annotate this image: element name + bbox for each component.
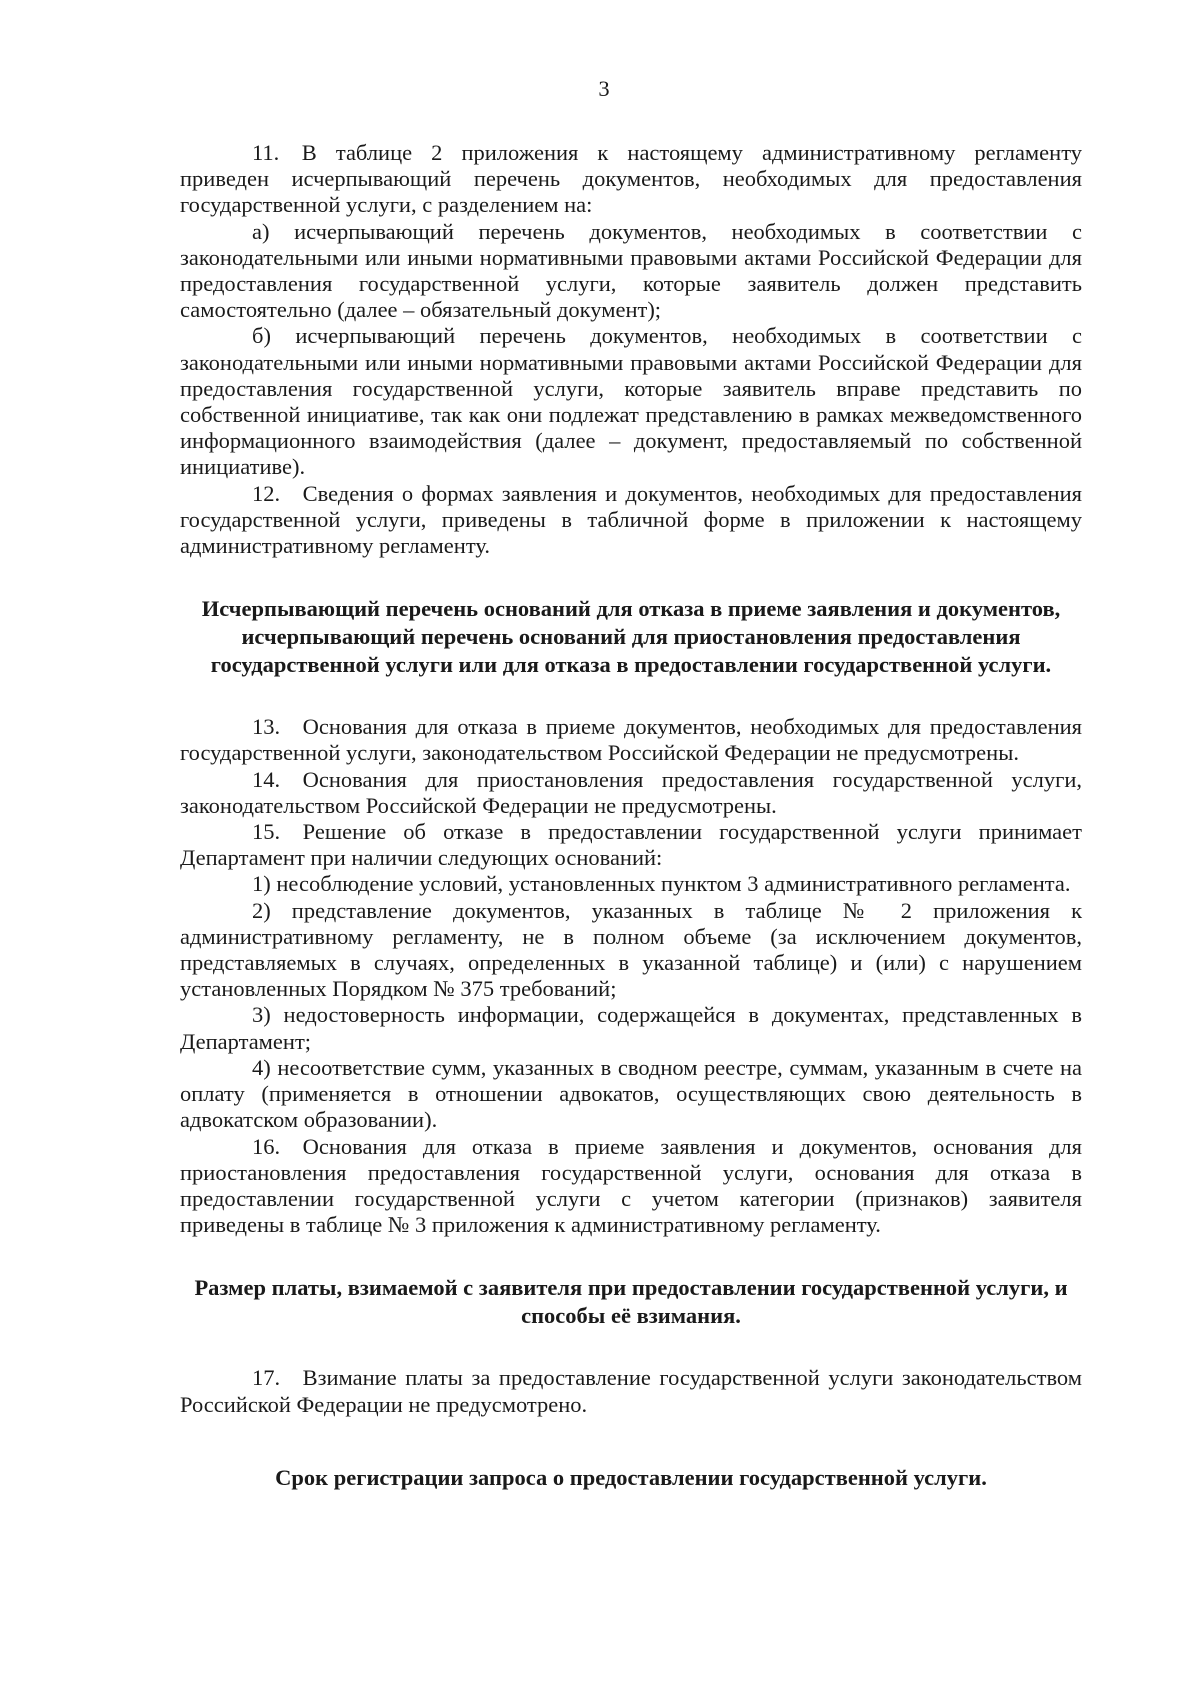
paragraph-15-4: 4) несоответствие сумм, указанных в сводном реестре, суммам, указанным в счете на оплату (применяется в отношении адвокатов, осуществляющих свою деятельность в адвокатском образовании). — [180, 1054, 1082, 1133]
section-heading-fee: Размер платы, взимаемой с заявителя при предоставлении государственной услуги, и способы её взимания. — [194, 1275, 1068, 1329]
paragraph-11-b: б) исчерпывающий перечень документов, необходимых в соответствии с законодательными или иными нормативными правовыми актами Российской Федерации для предоставления государственной услуги, которые заявитель вправе представить по собственной инициативе, так как они подлежат представлению в рамках межведомственного информационного взаимодействия (далее – документ, предоставляемый по собственной инициативе). — [180, 323, 1082, 480]
section-heading-refusal-grounds: Исчерпывающий перечень оснований для отказа в приеме заявления и документов, исчерпывающий перечень оснований для приостановления предоставления государственной услуги или для отказа в предоставлении государственной услуги. — [201, 596, 1061, 678]
paragraph-17: 17. Взимание платы за предоставление государственной услуги законодательством Российской Федерации не предусмотрено. — [180, 1365, 1082, 1417]
paragraph-15-1: 1) несоблюдение условий, установленных пунктом 3 административного регламента. — [252, 871, 1071, 897]
paragraph-14: 14. Основания для приостановления предоставления государственной услуги, законодательством Российской Федерации не предусмотрены. — [180, 766, 1082, 818]
paragraph-13: 13. Основания для отказа в приеме документов, необходимых для предоставления государственной услуги, законодательством Российской Федерации не предусмотрены. — [180, 714, 1082, 766]
paragraph-15-2: 2) представление документов, указанных в таблице № 2 приложения к административному регламенту, не в полном объеме (за исключением документов, представляемых в случаях, определенных в указанной таблице) и (или) с нарушением установленных Порядком № 375 требований; — [180, 897, 1082, 1002]
section-heading-registration-term: Срок регистрации запроса о предоставлении государственной услуги. — [275, 1464, 987, 1490]
paragraph-16: 16. Основания для отказа в приеме заявления и документов, основания для приостановления предоставления государственной услуги, основания для отказа в предоставлении государственной услуги с учетом категории (признаков) заявителя приведены в таблице № 3 приложения к административному регламенту. — [180, 1133, 1082, 1238]
paragraph-15: 15. Решение об отказе в предоставлении государственной услуги принимает Департамент при наличии следующих оснований: — [180, 819, 1082, 871]
document-body — [180, 140, 1082, 1492]
paragraph-11-a: а) исчерпывающий перечень документов, необходимых в соответствии с законодательными или иными нормативными правовыми актами Российской Федерации для предоставления государственной услуги, которые заявитель должен представить самостоятельно (далее – обязательный документ); — [180, 218, 1082, 323]
paragraph-11: 11. В таблице 2 приложения к настоящему административному регламенту приведен исчерпывающий перечень документов, необходимых для предоставления государственной услуги, с разделением на: — [180, 140, 1082, 218]
paragraph-15-3: 3) недостоверность информации, содержащейся в документах, представленных в Департамент; — [180, 1002, 1082, 1054]
paragraph-12: 12. Сведения о формах заявления и документов, необходимых для предоставления государственной услуги, приведены в табличной форме в приложении к настоящему административному регламенту. — [180, 480, 1082, 559]
page-number: 3 — [598, 76, 610, 101]
